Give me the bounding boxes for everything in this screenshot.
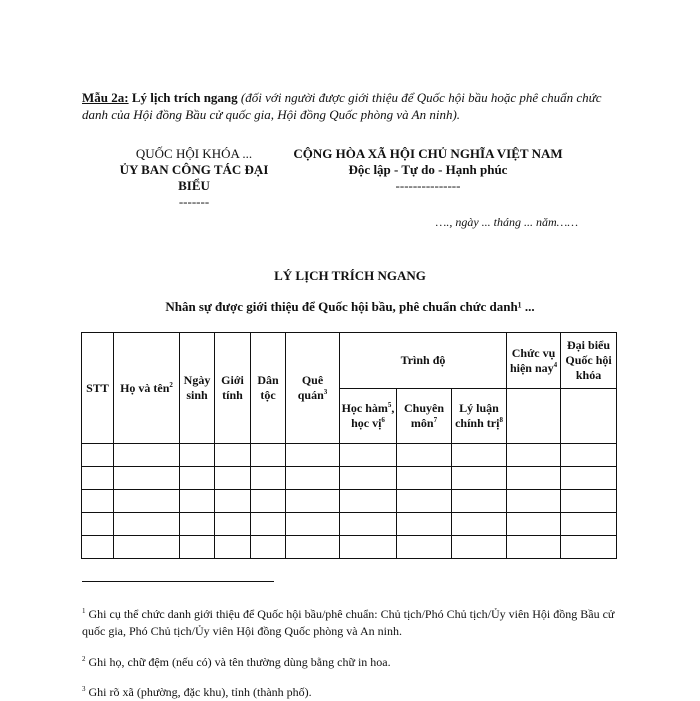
table-cell (286, 444, 340, 467)
header-stt: STT (82, 333, 114, 444)
table-cell (452, 467, 507, 490)
table-cell (251, 513, 286, 536)
issuing-agency-header (104, 146, 284, 210)
table-cell (397, 467, 452, 490)
form-description: (đối với người được giới thiệu để Quốc hội bầu hoặc phê chuẩn chức danh của Hội đồng Bầu cử quốc gia, Hội đồng Quốc phòng và An ninh). (82, 90, 602, 122)
table-cell (286, 513, 340, 536)
table-body (82, 444, 617, 559)
table-cell (215, 467, 251, 490)
table-cell (114, 536, 180, 559)
table-cell (180, 513, 215, 536)
form-intro (82, 89, 622, 123)
table-cell (180, 444, 215, 467)
agency-line-1: QUỐC HỘI KHÓA ... (135, 146, 253, 161)
table-cell (251, 467, 286, 490)
table-cell (340, 513, 397, 536)
table-cell (114, 444, 180, 467)
country-name: CỘNG HÒA XÃ HỘI CHỦ NGHĨA VIỆT NAM (293, 146, 563, 161)
date-line: …., ngày ... tháng ... năm…… (435, 215, 578, 229)
deputy-subcell (561, 389, 617, 444)
header-name: Họ và tên$^2$ (114, 333, 180, 444)
footnote-3: $^3$ Ghi rõ xã (phường, đặc khu), tỉnh (thành phố). (82, 685, 312, 699)
footnote-separator (82, 581, 274, 582)
table-row (82, 490, 617, 513)
table-cell (561, 444, 617, 467)
table-cell (251, 490, 286, 513)
table-cell (114, 467, 180, 490)
table-cell (452, 513, 507, 536)
header-specialization: Chuyên môn$^7$ (397, 389, 452, 444)
table-row (82, 536, 617, 559)
table-cell (82, 490, 114, 513)
motto: Độc lập - Tự do - Hạnh phúc (348, 162, 508, 177)
table-cell (397, 444, 452, 467)
table-cell (507, 444, 561, 467)
table-cell (286, 536, 340, 559)
table-cell (507, 513, 561, 536)
footnote-1: $^1$ Ghi cụ thể chức danh giới thiệu để Quốc hội bầu/phê chuẩn: Chủ tịch/Phó Chủ tịch/Ủy viên Hội đồng Bầu cử quốc gia, Phó Chủ tịch/Ủy viên Hội đồng Quốc phòng và An ninh. (82, 607, 615, 638)
header-dob: Ngày sinh (180, 333, 215, 444)
table-cell (251, 444, 286, 467)
table-cell (507, 490, 561, 513)
table-cell (507, 536, 561, 559)
table-cell (397, 536, 452, 559)
header-current-position: Chức vụ hiện nay$^4$ (507, 333, 561, 389)
table-cell (452, 490, 507, 513)
table-cell (82, 536, 114, 559)
header-hometown: Quê quán$^3$ (286, 333, 340, 444)
document-subtitle: Nhân sự được giới thiệu để Quốc hội bầu, phê chuẩn chức danh¹ ... (165, 299, 535, 314)
header-ethnicity: Dân tộc (251, 333, 286, 444)
table-row (82, 444, 617, 467)
table-cell (561, 490, 617, 513)
header-academic-title: Học hàm$^5$, học vị$^6$ (340, 389, 397, 444)
header-education: Trình độ (340, 333, 507, 389)
form-number: Mẫu 2a: (82, 90, 129, 105)
table-cell (452, 444, 507, 467)
motto-dashes: --------------- (395, 178, 461, 193)
header-political-theory: Lý luận chính trị$^8$ (452, 389, 507, 444)
table-cell (180, 467, 215, 490)
table-cell (215, 536, 251, 559)
table-cell (82, 513, 114, 536)
table-cell (507, 467, 561, 490)
national-motto-header (278, 146, 578, 194)
form-title: Lý lịch trích ngang (131, 90, 238, 105)
table-cell (215, 444, 251, 467)
table-cell (340, 467, 397, 490)
table-cell (561, 536, 617, 559)
table-cell (340, 490, 397, 513)
header-deputy: Đại biểu Quốc hội khóa (561, 333, 617, 389)
personnel-table (81, 332, 617, 559)
table-cell (561, 513, 617, 536)
table-cell (452, 536, 507, 559)
agency-dashes: ------- (178, 194, 210, 209)
table-cell (397, 513, 452, 536)
footnote-2: $^2$ Ghi họ, chữ đệm (nếu có) và tên thường dùng bằng chữ in hoa. (82, 655, 391, 669)
table-cell (215, 513, 251, 536)
table-cell (251, 536, 286, 559)
table-cell (286, 490, 340, 513)
table-cell (114, 490, 180, 513)
table-cell (180, 536, 215, 559)
agency-line-2: ỦY BAN CÔNG TÁC ĐẠI BIỂU (119, 162, 269, 193)
document-title: LÝ LỊCH TRÍCH NGANG (274, 268, 426, 283)
table-cell (114, 513, 180, 536)
table-cell (340, 444, 397, 467)
table-cell (286, 467, 340, 490)
table-cell (215, 490, 251, 513)
table-row (82, 513, 617, 536)
table-row (82, 467, 617, 490)
table-cell (561, 467, 617, 490)
table-cell (82, 467, 114, 490)
table-cell (180, 490, 215, 513)
table-cell (397, 490, 452, 513)
table-cell (340, 536, 397, 559)
table-cell (82, 444, 114, 467)
header-gender: Giới tính (215, 333, 251, 444)
current-position-subcell (507, 389, 561, 444)
